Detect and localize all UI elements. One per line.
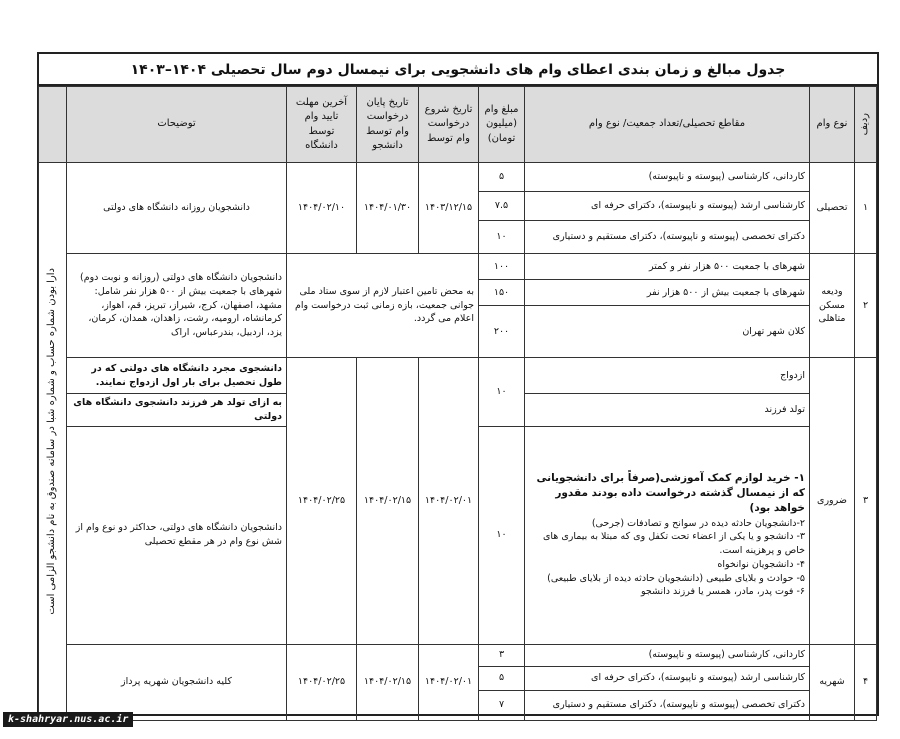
deadline-date: ۱۴۰۴/۰۲/۲۵ — [287, 644, 357, 720]
amount-cell: ۷.۵ — [479, 192, 525, 221]
start-date: ۱۴۰۳/۱۲/۱۵ — [419, 163, 479, 254]
amount-cell: ۱۵۰ — [479, 280, 525, 306]
header-row — [39, 87, 877, 163]
section-cell: کلان شهر تهران — [525, 306, 810, 358]
end-date: ۱۴۰۴/۰۲/۱۵ — [357, 358, 419, 645]
section-cell: کارشناسی ارشد (پیوسته و ناپیوسته)، دکترای حرفه ای — [525, 666, 810, 690]
loan-type: تحصیلی — [810, 163, 855, 254]
list-item: ۱- خرید لوازم کمک آموزشی(صرفاً برای دانشجویانی که از نیمسال گذشته درخواست داده بودند مقدور خواهد بود) — [536, 471, 805, 515]
header-amount: مبلغ وام (میلیون تومان) — [479, 87, 525, 163]
table-row — [39, 358, 877, 394]
loan-type: ودیعه مسکن متاهلی — [810, 254, 855, 358]
end-date: ۱۴۰۴/۰۲/۱۵ — [357, 644, 419, 720]
section-cell: شهرهای با جمعیت ۵۰۰ هزار نفر و کمتر — [525, 254, 810, 280]
note-cell: به ازای تولد هر فرزند دانشجوی دانشگاه های دولتی — [67, 394, 287, 427]
row-number: ۴ — [855, 644, 877, 720]
row-number: ۲ — [855, 254, 877, 358]
amount-cell: ۵ — [479, 666, 525, 690]
loan-type: شهریه — [810, 644, 855, 720]
table-row — [39, 644, 877, 666]
section-cell: ازدواج — [525, 358, 810, 394]
section-cell: شهرهای با جمعیت بیش از ۵۰۰ هزار نفر — [525, 280, 810, 306]
amount-cell: ۱۰۰ — [479, 254, 525, 280]
deadline-date: ۱۴۰۴/۰۲/۱۰ — [287, 163, 357, 254]
start-date: ۱۴۰۴/۰۲/۰۱ — [419, 358, 479, 645]
side-note: دارا بودن شماره حساب و شماره شبا در سامانه صندوق به نام دانشجو الزامی است — [39, 163, 67, 721]
list-item: ۲-دانشجویان حادثه دیده در سوانح و تصادفات (جرحی) — [591, 517, 805, 529]
section-cell: کارشناسی ارشد (پیوسته و ناپیوسته)، دکترای حرفه ای — [525, 192, 810, 221]
note-cell: دانشجویان دانشگاه های دولتی (روزانه و نوبت دوم) شهرهای با جمعیت بیش از ۵۰۰ هزار نفر شامل: مشهد، اصفهان، کرج، شیراز، تبریز، قم، اهواز، کرمانشاه، ارومیه، رشت، زاهدان، همدان، کرمان، یزد، اردبیل، بندرعباس، اراک — [67, 254, 287, 358]
amount-cell: ۱۰ — [479, 426, 525, 644]
row-number: ۳ — [855, 358, 877, 645]
list-item: ۴- دانشجویان نوانخواه — [717, 558, 805, 570]
section-cell: کاردانی، کارشناسی (پیوسته و ناپیوسته) — [525, 163, 810, 192]
amount-cell: ۵ — [479, 163, 525, 192]
amount-cell: ۷ — [479, 690, 525, 720]
section-cell: دکترای تخصصی (پیوسته و ناپیوسته)، دکترای مستقیم و دستیاری — [525, 221, 810, 254]
row-number: ۱ — [855, 163, 877, 254]
header-loan-type: نوع وام — [810, 87, 855, 163]
header-notes: توضیحات — [67, 87, 287, 163]
list-item: ۳- دانشجو و یا یکی از اعضاء تحت تکفل وی که مبتلا به بیماری های خاص و پرهزینه است. — [542, 531, 805, 557]
amount-cell: ۲۰۰ — [479, 306, 525, 358]
start-date: ۱۴۰۴/۰۲/۰۱ — [419, 644, 479, 720]
list-item: ۶- فوت پدر، مادر، همسر یا فرزند دانشجو — [640, 586, 805, 598]
note-cell: دانشجویان روزانه دانشگاه های دولتی — [67, 163, 287, 254]
loan-table-frame — [37, 52, 879, 716]
loan-table — [38, 86, 877, 721]
deadline-date: ۱۴۰۴/۰۲/۲۵ — [287, 358, 357, 645]
amount-cell: ۱۰ — [479, 358, 525, 427]
end-date: ۱۴۰۴/۰۱/۳۰ — [357, 163, 419, 254]
header-row-no: ردیف — [855, 87, 877, 163]
header-end: تاریخ پایان درخواست وام توسط دانشجو — [357, 87, 419, 163]
timing-note: به محض تامین اعتبار لازم از سوی ستاد ملی جوانی جمعیت، بازه زمانی ثبت درخواست وام اعلام می گردد. — [287, 254, 479, 358]
section-cell: تولد فرزند — [525, 394, 810, 427]
essential-list — [525, 426, 810, 644]
loan-type: ضروری — [810, 358, 855, 645]
list-item: ۵- حوادث و بلایای طبیعی (دانشجویان حادثه دیده از بلایای طبیعی) — [547, 572, 805, 584]
section-cell: کاردانی، کارشناسی (پیوسته و ناپیوسته) — [525, 644, 810, 666]
section-cell: دکترای تخصصی (پیوسته و ناپیوسته)، دکترای مستقیم و دستیاری — [525, 690, 810, 720]
note-cell: دانشجوی مجرد دانشگاه های دولتی که در طول تحصیل برای بار اول ازدواج نمایند. — [67, 358, 287, 394]
site-watermark: k-shahryar.nus.ac.ir — [3, 712, 133, 727]
page-title: جدول مبالغ و زمان بندی اعطای وام های دانشجویی برای نیمسال دوم سال تحصیلی ۱۴۰۴–۱۴۰۳ — [39, 54, 877, 86]
table-row — [39, 254, 877, 280]
amount-cell: ۱۰ — [479, 221, 525, 254]
header-side — [39, 87, 67, 163]
amount-cell: ۳ — [479, 644, 525, 666]
note-cell: کلیه دانشجویان شهریه پرداز — [67, 644, 287, 720]
header-deadline: آخرین مهلت تایید وام توسط دانشگاه — [287, 87, 357, 163]
table-row — [39, 163, 877, 192]
header-sections: مقاطع تحصیلی/تعداد جمعیت/ نوع وام — [525, 87, 810, 163]
note-cell: دانشجویان دانشگاه های دولتی، حداکثر دو نوع وام از شش نوع وام در هر مقطع تحصیلی — [67, 426, 287, 644]
header-start: تاریخ شروع درخواست وام توسط — [419, 87, 479, 163]
